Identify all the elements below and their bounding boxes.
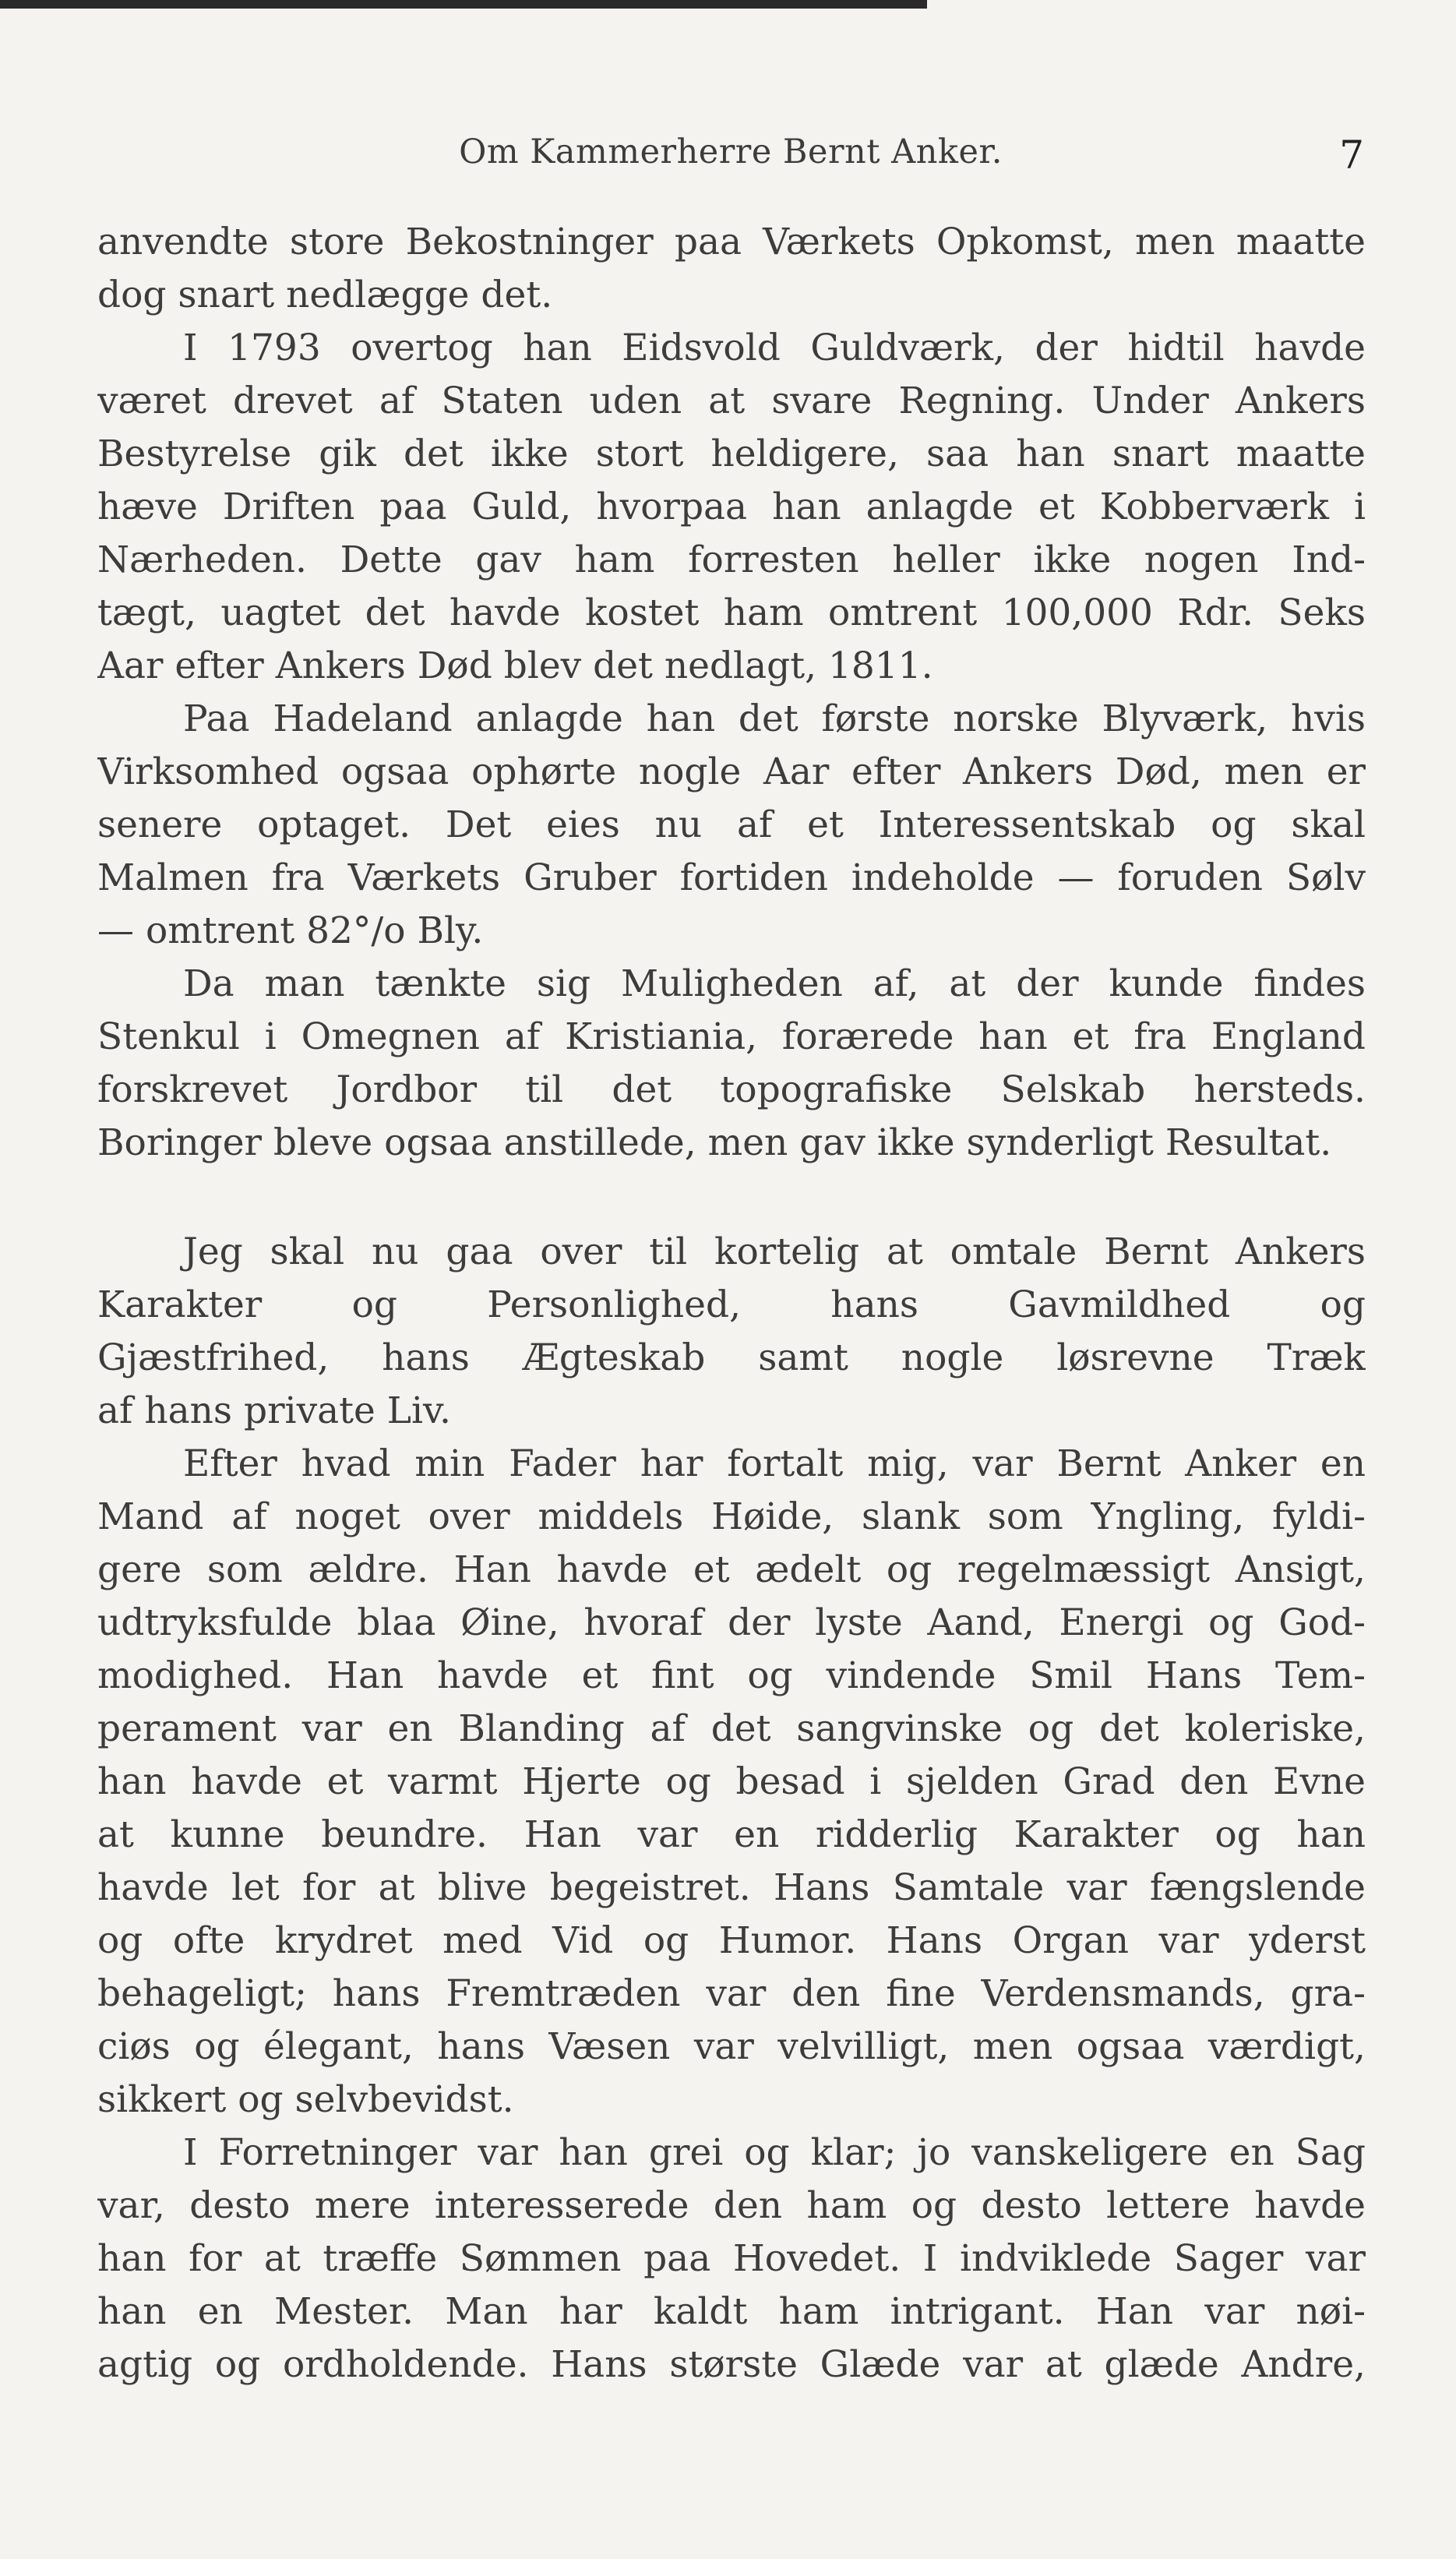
text-line: modighed. Han havde et fint og vindende Smil Hans Tem- bbox=[97, 1654, 1366, 1697]
text-line: forskrevet Jordbor til det topografiske Selskab hersteds. bbox=[97, 1068, 1366, 1111]
text-line: anvendte store Bekostninger paa Værkets Opkomst, men maatte bbox=[97, 221, 1366, 263]
text-line: var, desto mere interesserede den ham og desto lettere havde bbox=[97, 2184, 1366, 2227]
text-line: senere optaget. Det eies nu af et Interessentskab og skal bbox=[97, 803, 1366, 846]
text-line: Jeg skal nu gaa over til kortelig at omtale Bernt Ankers bbox=[183, 1230, 1366, 1273]
text-line: Paa Hadeland anlagde han det første norske Blyværk, hvis bbox=[183, 697, 1366, 740]
text-line: Boringer bleve ogsaa anstillede, men gav ikke synderligt Resultat. bbox=[97, 1121, 1332, 1164]
text-line: og ofte krydret med Vid og Humor. Hans Organ var yderst bbox=[97, 1919, 1366, 1962]
text-line: han en Mester. Man har kaldt ham intrigant. Han var nøi- bbox=[97, 2290, 1366, 2333]
text-line: I Forretninger var han grei og klar; jo vanskeligere en Sag bbox=[183, 2131, 1366, 2174]
text-line: sikkert og selvbevidst. bbox=[97, 2078, 514, 2121]
text-line: Stenkul i Omegnen af Kristiania, foræred​e han et fra England bbox=[97, 1015, 1366, 1058]
text-line: Mand af noget over middels Høide, slank som Yngling, fyldi- bbox=[97, 1495, 1366, 1538]
text-line: Nærheden. Dette gav ham forresten heller ikke nogen Ind- bbox=[97, 538, 1366, 581]
text-line: I 1793 overtog han Eidsvold Guldværk, der hidtil havde bbox=[183, 326, 1366, 369]
text-line: af hans private Liv. bbox=[97, 1389, 451, 1432]
text-line: Virksomhed ogsaa ophørte nogle Aar efter Ankers Død, men er bbox=[97, 750, 1366, 793]
text-line: perament var en Blanding af det sangvinske og det koleriske, bbox=[97, 1707, 1366, 1750]
text-line: hæve Driften paa Guld, hvorpaa han anlagde et Kobberværk i bbox=[97, 485, 1366, 528]
text-line: dog snart nedlægge det. bbox=[97, 274, 553, 316]
text-line: udtryksfulde blaa Øine, hvoraf der lyste Aand, Energi og God- bbox=[97, 1601, 1366, 1644]
text-line: — omtrent 82°/o Bly. bbox=[97, 909, 484, 952]
text-line: Malmen fra Værkets Gruber fortiden indeholde — foruden Sølv bbox=[97, 856, 1366, 899]
text-line: havde let for at blive begeistret. Hans Samtale var fængslende bbox=[97, 1866, 1366, 1909]
text-line: Efter hvad min Fader har fortalt mig, var Bernt Anker en bbox=[183, 1442, 1366, 1485]
body-text-section-1 bbox=[97, 216, 1366, 1170]
body-text-section-2 bbox=[97, 1226, 1366, 2391]
text-line: behageligt; hans Fremtræden var den fine Verdensmands, gra- bbox=[97, 1972, 1366, 2015]
text-line: Gjæstfrihed, hans Ægteskab samt nogle løsrevne Træk bbox=[97, 1336, 1366, 1379]
text-line: været drevet af Staten uden at svare Regning. Under Ankers bbox=[97, 379, 1366, 422]
text-line: han for at træffe Sømmen paa Hovedet. I indviklede Sager var bbox=[97, 2237, 1366, 2280]
text-line: Da man tænkte sig Muligheden af, at der kunde findes bbox=[183, 962, 1366, 1005]
page-number: 7 bbox=[1339, 132, 1364, 178]
text-line: Karakter og Personlighed, hans Gavmildhed og bbox=[97, 1283, 1366, 1326]
text-line: agtig og ordholdende. Hans største Glæde var at glæde Andre, bbox=[97, 2343, 1366, 2386]
text-line: Aar efter Ankers Død blev det nedlagt, 1811. bbox=[97, 644, 933, 687]
page-header bbox=[97, 132, 1364, 179]
text-line: at kunne beundre. Han var en ridderlig Karakter og han bbox=[97, 1813, 1366, 1856]
text-line: ciøs og élegant, hans Væsen var velvilligt, men ogsaa værdigt, bbox=[97, 2025, 1366, 2068]
top-rule bbox=[0, 0, 927, 9]
text-line: han havde et varmt Hjerte og besad i sjelden Grad den Evne bbox=[97, 1760, 1366, 1803]
text-line: gere som ældre. Han havde et ædelt og regelmæssigt Ansigt, bbox=[97, 1548, 1366, 1591]
running-title: Om Kammerherre Bernt Anker. bbox=[459, 132, 1003, 171]
text-line: tægt, uagtet det havde kostet ham omtrent 100,000 Rdr. Seks bbox=[97, 591, 1366, 634]
text-line: Bestyrelse gik det ikke stort heldigere, saa han snart maatte bbox=[97, 432, 1366, 475]
